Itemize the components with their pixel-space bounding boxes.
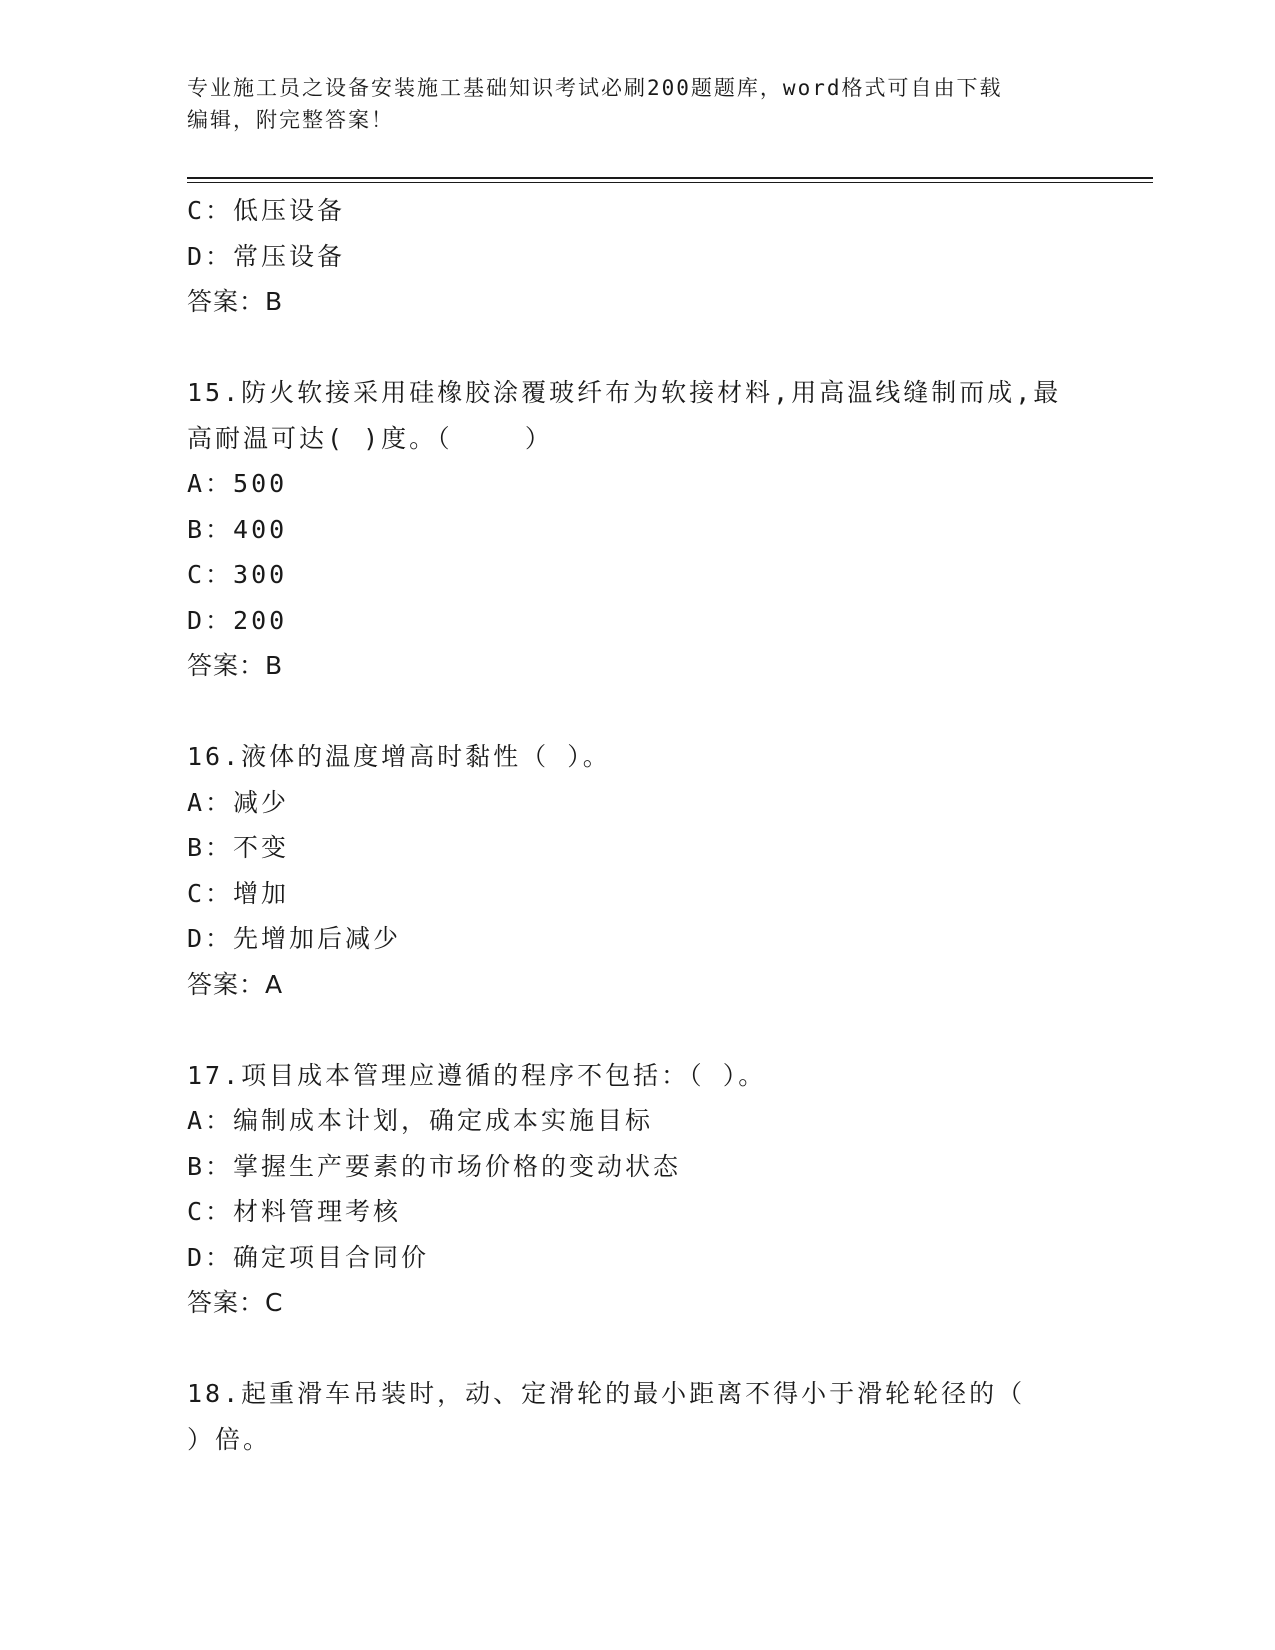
q16-stem: 16.液体的温度增高时黏性（ ）。 <box>187 742 611 771</box>
header-line-2: 编辑，附完整答案！ <box>187 108 394 132</box>
q15-stem-line-2: 高耐温可达( )度。（ ） <box>187 423 553 453</box>
question-list <box>187 188 1107 1462</box>
spacer <box>187 689 1107 735</box>
q18-stem-line-1: 18.起重滑车吊装时，动、定滑轮的最小距离不得小于滑轮轮径的（ <box>187 1379 1026 1408</box>
q17-option-c: C：材料管理考核 <box>187 1197 402 1226</box>
q16-option-b: B：不变 <box>187 833 290 862</box>
q16-option-c: C：增加 <box>187 878 290 908</box>
q14-option-c: C：低压设备 <box>187 196 346 225</box>
q15-option-d: D：200 <box>187 605 288 635</box>
spacer <box>187 325 1107 371</box>
q17-option-a: A：编制成本计划，确定成本实施目标 <box>187 1106 654 1135</box>
q17-answer: 答案：C <box>187 1288 284 1317</box>
q14-option-d: D：常压设备 <box>187 241 346 271</box>
q15-answer: 答案：B <box>187 651 284 680</box>
q15-option-b: B：400 <box>187 514 288 544</box>
q17-stem: 17.项目成本管理应遵循的程序不包括：（ ）。 <box>187 1060 767 1090</box>
q18-stem-line-2: ）倍。 <box>187 1424 272 1454</box>
spacer <box>187 1326 1107 1372</box>
q16-option-d: D：先增加后减少 <box>187 924 402 953</box>
q14-answer: 答案：B <box>187 287 284 316</box>
q15-option-c: C：300 <box>187 560 288 589</box>
header-rule-thin <box>187 182 1153 183</box>
document-header <box>187 72 1087 136</box>
spacer <box>187 1007 1107 1053</box>
q16-answer: 答案：A <box>187 969 284 999</box>
q15-option-a: A：500 <box>187 469 288 498</box>
q17-option-d: D：确定项目合同价 <box>187 1242 430 1272</box>
q17-option-b: B：掌握生产要素的市场价格的变动状态 <box>187 1151 682 1181</box>
q15-stem-line-1: 15.防火软接采用硅橡胶涂覆玻纤布为软接材料,用高温线缝制而成,最 <box>187 378 1062 407</box>
q16-option-a: A：减少 <box>187 787 290 817</box>
header-rule-thick <box>187 177 1153 179</box>
header-line-1: 专业施工员之设备安装施工基础知识考试必刷200题题库，word格式可自由下载 <box>187 76 1003 100</box>
